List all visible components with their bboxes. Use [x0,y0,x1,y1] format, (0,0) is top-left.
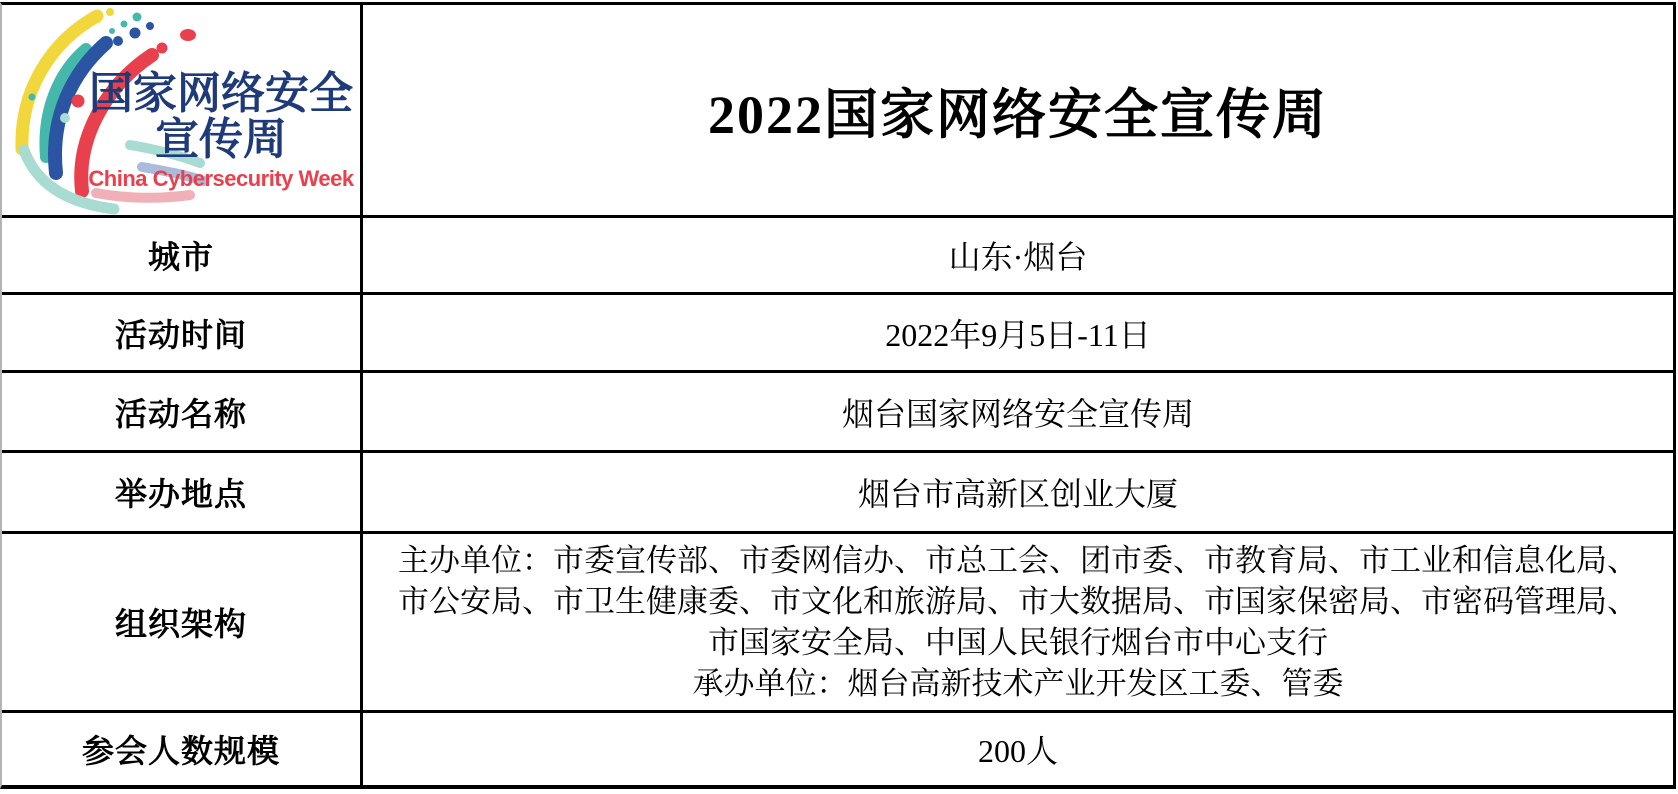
organization-line-2: 市公安局、市卫生健康委、市文化和旅游局、市大数据局、市国家保密局、市密码管理局、 [398,584,1638,619]
logo-dot-light-teal-left [60,113,70,123]
logo-dot-red-2 [157,43,168,54]
logo-dot-blue-2 [130,28,141,39]
logo-dot-red-1 [180,29,196,41]
page-title: 2022国家网络安全宣传周 [360,5,1673,215]
logo-dot-blue-1 [146,22,154,30]
value-organization [360,531,1673,710]
label-attendee-scale: 参会人数规模 [2,710,360,785]
logo-dot-teal-2 [121,21,128,28]
logo-cell [2,5,360,215]
label-venue: 举办地点 [2,450,360,531]
logo-dot-yellow-2 [95,17,101,23]
organization-line-4: 承办单位：烟台高新技术产业开发区工委、管委 [692,666,1344,701]
label-city: 城市 [2,215,360,292]
value-city: 山东·烟台 [360,215,1673,292]
label-organization: 组织架构 [2,531,360,710]
logo-title-line1: 国家网络安全 [89,69,353,118]
organization-line-3: 市国家安全局、中国人民银行烟台市中心支行 [708,625,1328,660]
event-info-table [0,2,1676,789]
logo-arc-pink [96,193,190,198]
logo-dot-teal-1 [133,13,142,22]
value-venue: 烟台市高新区创业大厦 [360,450,1673,531]
logo-dot-teal-3 [109,28,115,34]
label-event-name: 活动名称 [2,370,360,450]
value-event-name: 烟台国家网络安全宣传周 [360,370,1673,450]
value-attendee-scale: 200人 [360,710,1673,785]
logo-wordmark [86,71,356,191]
organization-line-1: 主办单位：市委宣传部、市委网信办、市总工会、团市委、市教育局、市工业和信息化局、 [398,543,1638,578]
logo-subtitle-en: China Cybersecurity Week [88,166,354,191]
logo-dot-blue-3 [113,36,123,46]
logo-title-line2: 宣传周 [155,115,287,164]
label-event-time: 活动时间 [2,292,360,370]
logo-dot-yellow-1 [106,8,114,16]
logo-dot-red-left [72,95,85,108]
logo-dot-teal-left [29,94,36,101]
value-event-time: 2022年9月5日-11日 [360,292,1673,370]
